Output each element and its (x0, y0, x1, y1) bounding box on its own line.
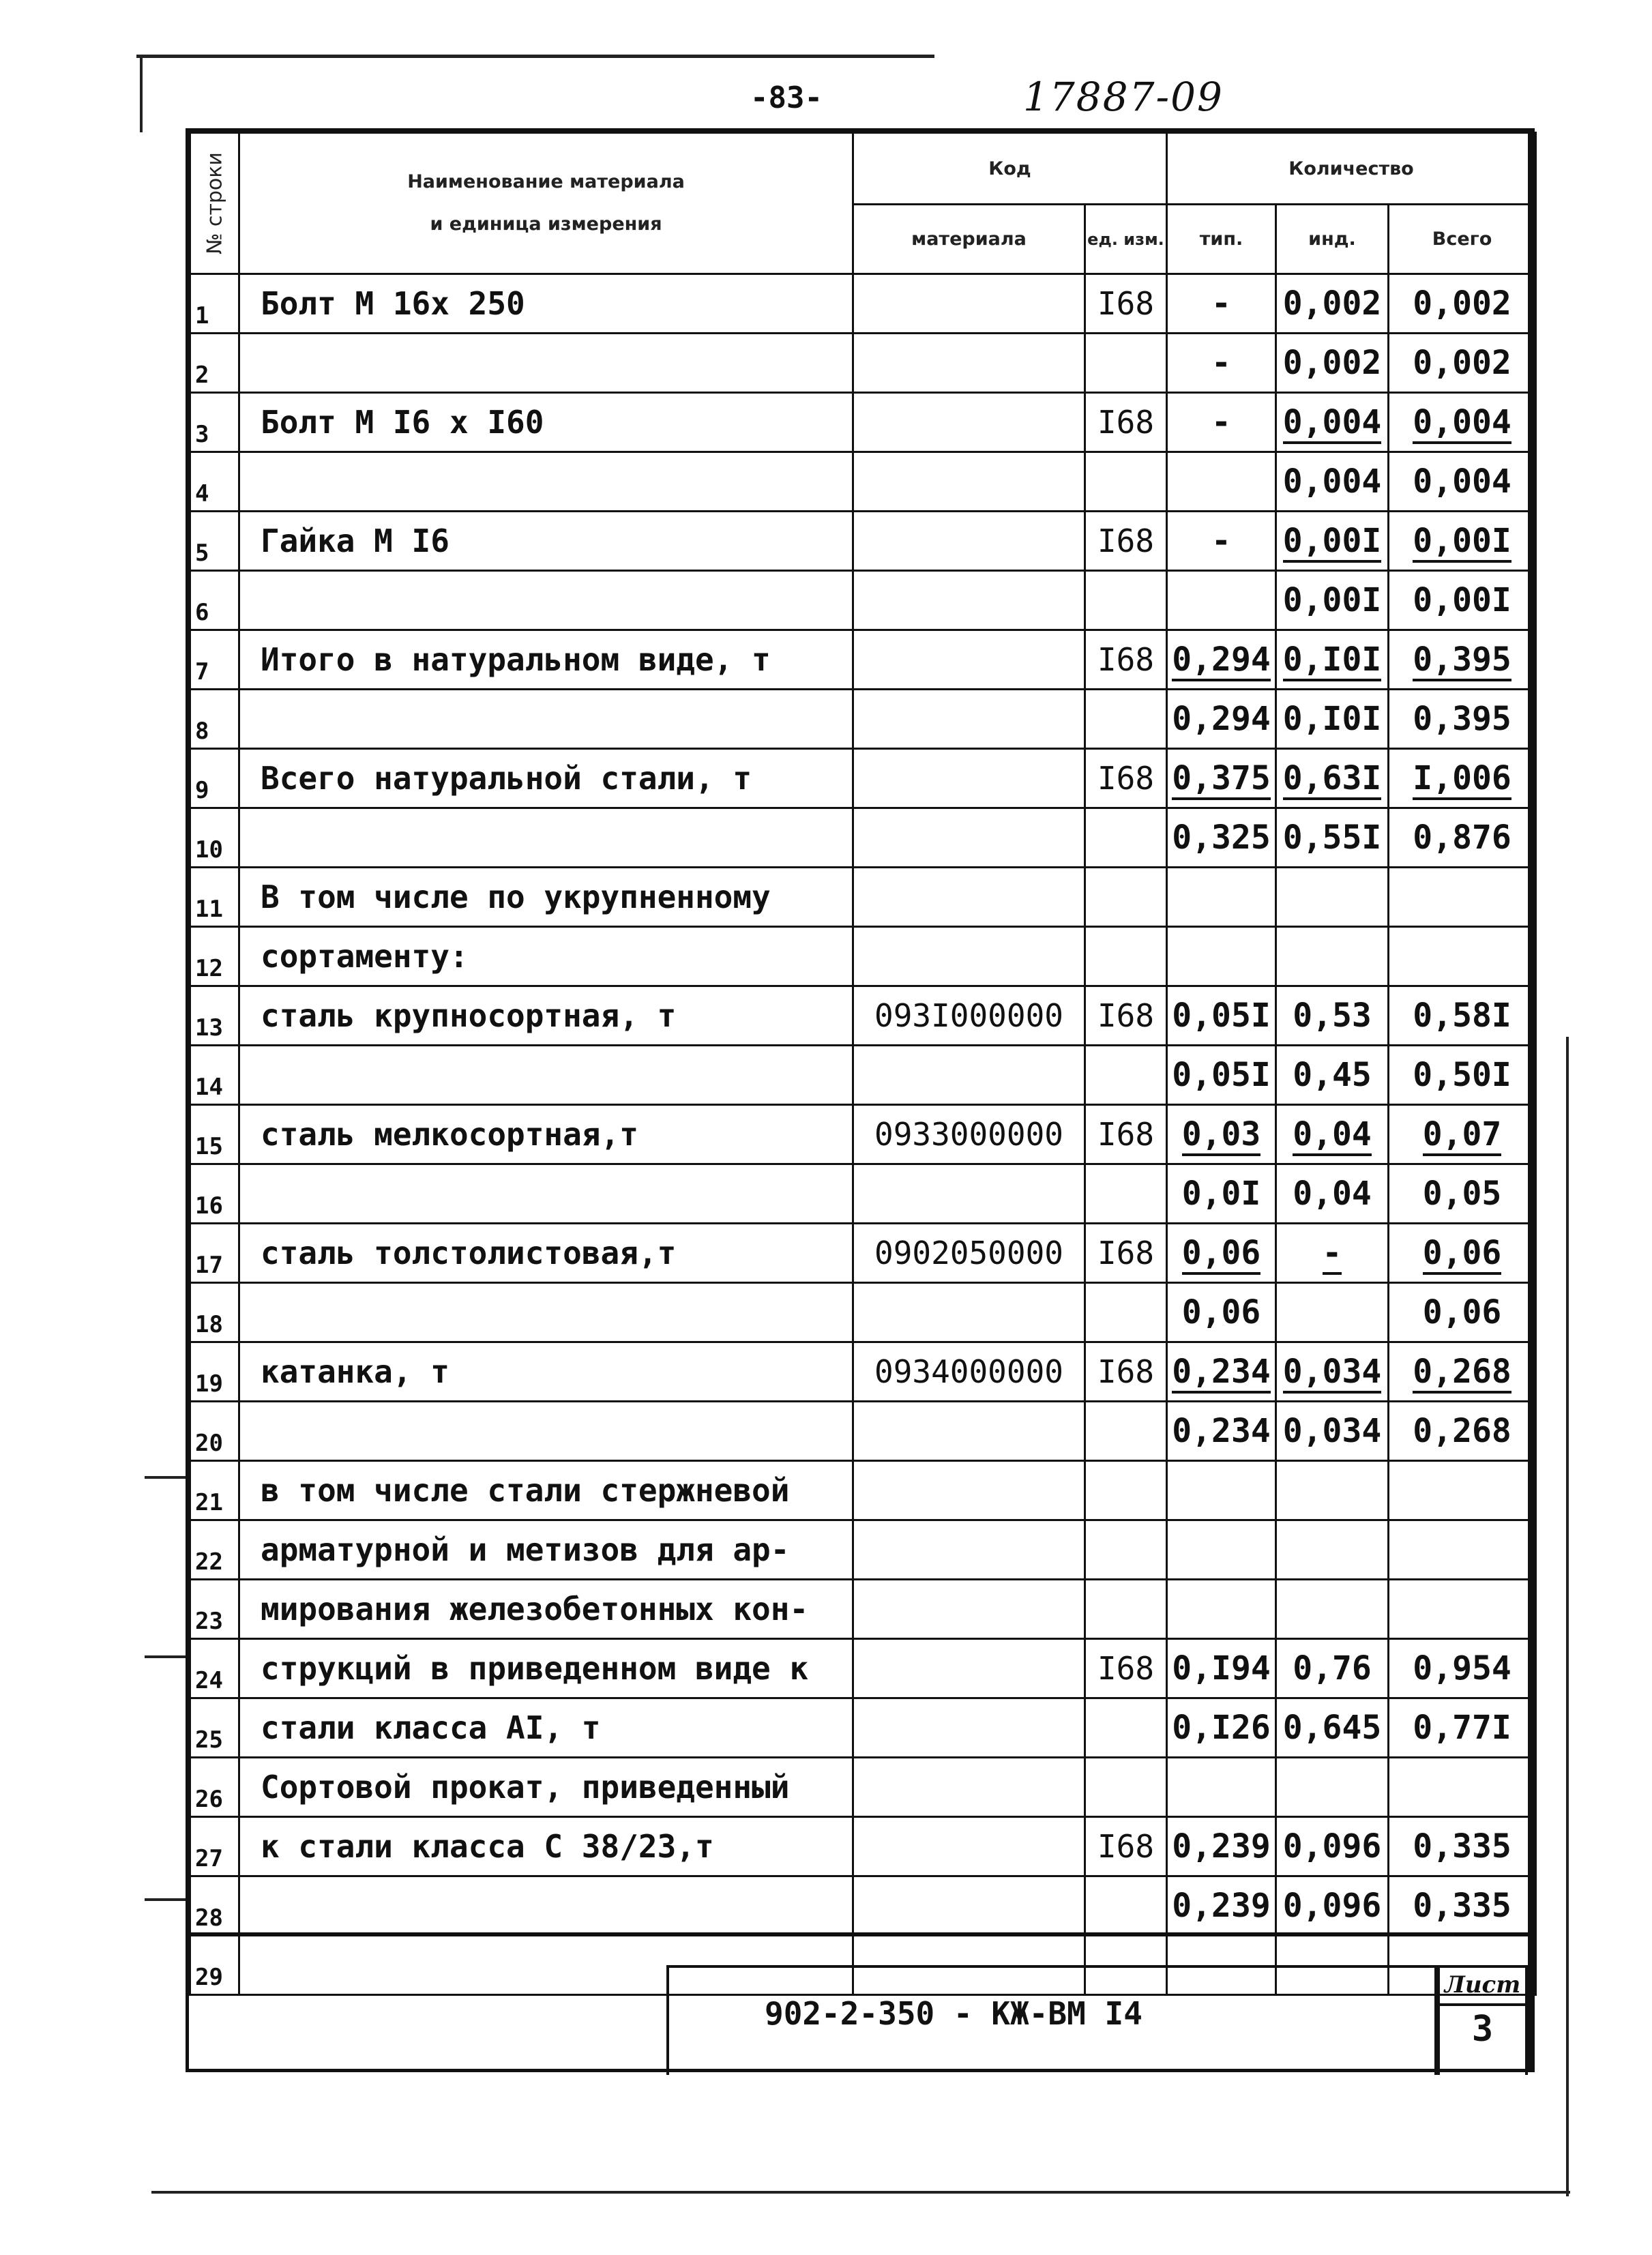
cell-unit (1085, 571, 1167, 630)
cell-code (853, 1046, 1085, 1105)
cell-unit (1085, 1283, 1167, 1342)
designation-box (666, 1965, 1437, 2075)
cell-ind (1276, 1580, 1389, 1639)
sheet-label: Лист (1440, 1968, 1525, 2006)
cell-unit (1085, 334, 1167, 393)
cell-ind: 0,45 (1276, 1046, 1389, 1105)
cell-unit: I68 (1085, 986, 1167, 1046)
cell-tip: 0,I94 (1167, 1639, 1276, 1698)
cell-unit (1085, 690, 1167, 749)
cell-name: струкций в приведенном виде к (239, 1639, 853, 1698)
cell-total (1389, 1758, 1536, 1817)
cell-unit (1085, 1461, 1167, 1520)
cell-tip: 0,375 (1167, 749, 1276, 808)
table-row (190, 334, 1536, 393)
cell-name (239, 808, 853, 868)
cell-total: 0,50I (1389, 1046, 1536, 1105)
table-row (190, 512, 1536, 571)
cell-tip: 0,234 (1167, 1402, 1276, 1461)
cell-total: 0,004 (1389, 452, 1536, 512)
cell-n: 26 (190, 1758, 239, 1817)
header-material-name: Наименование материала и единица измерения (239, 133, 853, 274)
cell-tip (1167, 927, 1276, 986)
cell-unit: I68 (1085, 749, 1167, 808)
cell-unit: I68 (1085, 630, 1167, 690)
table-row (190, 749, 1536, 808)
table-row (190, 630, 1536, 690)
scan-border-left (140, 57, 143, 132)
cell-name: В том числе по укрупненному (239, 868, 853, 927)
cell-total (1389, 868, 1536, 927)
cell-code (853, 749, 1085, 808)
margin-tick-1 (145, 1476, 187, 1479)
cell-ind: 0,034 (1276, 1402, 1389, 1461)
cell-total: 0,00I (1389, 512, 1536, 571)
table-row (190, 1698, 1536, 1758)
cell-ind: 0,096 (1276, 1817, 1389, 1876)
cell-total: 0,004 (1389, 393, 1536, 452)
cell-n: 5 (190, 512, 239, 571)
cell-ind: 0,55I (1276, 808, 1389, 868)
cell-total: 0,58I (1389, 986, 1536, 1046)
cell-code (853, 1817, 1085, 1876)
scan-border-right (1566, 1037, 1569, 2196)
cell-n: 1 (190, 274, 239, 334)
cell-tip: 0,05I (1167, 986, 1276, 1046)
cell-tip (1167, 1758, 1276, 1817)
cell-name: стали класса АI, т (239, 1698, 853, 1758)
cell-unit (1085, 1402, 1167, 1461)
cell-code (853, 630, 1085, 690)
cell-ind (1276, 1758, 1389, 1817)
cell-unit (1085, 1580, 1167, 1639)
table-row (190, 1520, 1536, 1580)
cell-n: 13 (190, 986, 239, 1046)
cell-name: Итого в натуральном виде, т (239, 630, 853, 690)
cell-tip: 0,239 (1167, 1817, 1276, 1876)
cell-name: к стали класса С 38/23,т (239, 1817, 853, 1876)
cell-total: 0,395 (1389, 630, 1536, 690)
cell-code (853, 1461, 1085, 1520)
cell-n: 17 (190, 1224, 239, 1283)
table-row (190, 1580, 1536, 1639)
cell-name: сталь толстолистовая,т (239, 1224, 853, 1283)
cell-tip: - (1167, 393, 1276, 452)
cell-tip (1167, 1520, 1276, 1580)
cell-code (853, 868, 1085, 927)
sheet-number: 3 (1471, 2009, 1494, 2050)
table-row (190, 808, 1536, 868)
cell-code (853, 690, 1085, 749)
header-tip: тип. (1167, 205, 1276, 274)
cell-unit (1085, 1758, 1167, 1817)
cell-total: 0,268 (1389, 1402, 1536, 1461)
cell-name (239, 1046, 853, 1105)
table-row (190, 1164, 1536, 1224)
scan-border-bottom (151, 2191, 1570, 2194)
cell-total: 0,002 (1389, 334, 1536, 393)
cell-n: 3 (190, 393, 239, 452)
cell-tip (1167, 452, 1276, 512)
cell-unit (1085, 1698, 1167, 1758)
table-row (190, 452, 1536, 512)
cell-name: сталь мелкосортная,т (239, 1105, 853, 1164)
cell-unit: I68 (1085, 1639, 1167, 1698)
cell-code (853, 393, 1085, 452)
table-row (190, 1046, 1536, 1105)
cell-code (853, 1580, 1085, 1639)
cell-code (853, 1758, 1085, 1817)
cell-n: 7 (190, 630, 239, 690)
cell-total: 0,876 (1389, 808, 1536, 868)
table-row (190, 1105, 1536, 1164)
document-designation: 902-2-350 - КЖ-ВМ I4 (765, 1995, 1142, 2032)
cell-tip (1167, 571, 1276, 630)
cell-ind: 0,002 (1276, 274, 1389, 334)
header-material-code: материала (853, 205, 1085, 274)
cell-total: 0,954 (1389, 1639, 1536, 1698)
sheet-box (1437, 1965, 1528, 2075)
cell-unit: I68 (1085, 512, 1167, 571)
cell-ind: 0,63I (1276, 749, 1389, 808)
cell-code (853, 927, 1085, 986)
cell-n: 25 (190, 1698, 239, 1758)
cell-name: Всего натуральной стали, т (239, 749, 853, 808)
cell-code (853, 1402, 1085, 1461)
cell-name (239, 334, 853, 393)
cell-n: 28 (190, 1876, 239, 1936)
cell-name (239, 1283, 853, 1342)
cell-ind: 0,002 (1276, 334, 1389, 393)
table-row (190, 1342, 1536, 1402)
cell-n: 21 (190, 1461, 239, 1520)
cell-code (853, 512, 1085, 571)
table-row (190, 690, 1536, 749)
cell-n: 24 (190, 1639, 239, 1698)
cell-code: 093I000000 (853, 986, 1085, 1046)
cell-tip: 0,325 (1167, 808, 1276, 868)
cell-total: I,006 (1389, 749, 1536, 808)
cell-ind (1276, 868, 1389, 927)
cell-tip: 0,239 (1167, 1876, 1276, 1936)
cell-code: 0933000000 (853, 1105, 1085, 1164)
page-number: -83- (750, 80, 823, 115)
table-row (190, 1817, 1536, 1876)
cell-ind: 0,04 (1276, 1164, 1389, 1224)
cell-tip: 0,I26 (1167, 1698, 1276, 1758)
cell-unit: I68 (1085, 1817, 1167, 1876)
cell-ind (1276, 927, 1389, 986)
cell-unit (1085, 1520, 1167, 1580)
cell-total: 0,00I (1389, 571, 1536, 630)
cell-n: 23 (190, 1580, 239, 1639)
cell-n: 11 (190, 868, 239, 927)
cell-n: 4 (190, 452, 239, 512)
cell-code (853, 452, 1085, 512)
cell-ind: - (1276, 1224, 1389, 1283)
cell-n: 18 (190, 1283, 239, 1342)
cell-total: 0,77I (1389, 1698, 1536, 1758)
table-body (190, 274, 1536, 1995)
cell-tip: 0,06 (1167, 1283, 1276, 1342)
cell-name: Сортовой прокат, приведенный (239, 1758, 853, 1817)
cell-tip: 0,0I (1167, 1164, 1276, 1224)
cell-unit (1085, 868, 1167, 927)
cell-tip (1167, 868, 1276, 927)
cell-unit: I68 (1085, 1224, 1167, 1283)
cell-n: 20 (190, 1402, 239, 1461)
cell-total (1389, 927, 1536, 986)
cell-n: 9 (190, 749, 239, 808)
cell-unit (1085, 1876, 1167, 1936)
table-row (190, 1876, 1536, 1936)
cell-tip: - (1167, 334, 1276, 393)
header-total: Всего (1389, 205, 1536, 274)
cell-n: 15 (190, 1105, 239, 1164)
cell-name: Гайка М I6 (239, 512, 853, 571)
table-header (190, 133, 1536, 274)
cell-n: 8 (190, 690, 239, 749)
cell-code (853, 808, 1085, 868)
cell-ind: 0,004 (1276, 452, 1389, 512)
cell-unit (1085, 808, 1167, 868)
cell-ind: 0,00I (1276, 512, 1389, 571)
cell-total: 0,07 (1389, 1105, 1536, 1164)
table-row (190, 1461, 1536, 1520)
header-ind: инд. (1276, 205, 1389, 274)
cell-ind (1276, 1520, 1389, 1580)
cell-n: 22 (190, 1520, 239, 1580)
cell-ind (1276, 1461, 1389, 1520)
cell-tip: 0,03 (1167, 1105, 1276, 1164)
cell-tip (1167, 1580, 1276, 1639)
cell-n: 2 (190, 334, 239, 393)
title-block (189, 1932, 1528, 2075)
cell-tip: - (1167, 274, 1276, 334)
cell-total: 0,002 (1389, 274, 1536, 334)
cell-code (853, 1698, 1085, 1758)
cell-tip: 0,294 (1167, 690, 1276, 749)
cell-code (853, 571, 1085, 630)
cell-name (239, 690, 853, 749)
cell-ind: 0,I0I (1276, 690, 1389, 749)
cell-name (239, 1164, 853, 1224)
cell-name (239, 571, 853, 630)
table-row (190, 986, 1536, 1046)
table-row (190, 1639, 1536, 1698)
cell-ind: 0,034 (1276, 1342, 1389, 1402)
bill-of-materials-sheet (186, 128, 1535, 2072)
table-row (190, 1283, 1536, 1342)
cell-ind: 0,76 (1276, 1639, 1389, 1698)
cell-tip: 0,05I (1167, 1046, 1276, 1105)
cell-unit: I68 (1085, 393, 1167, 452)
cell-name (239, 1402, 853, 1461)
cell-unit (1085, 1164, 1167, 1224)
cell-total: 0,335 (1389, 1817, 1536, 1876)
cell-total: 0,395 (1389, 690, 1536, 749)
archive-number: 17887-09 (1023, 74, 1224, 120)
cell-n: 12 (190, 927, 239, 986)
cell-ind: 0,00I (1276, 571, 1389, 630)
cell-name (239, 452, 853, 512)
cell-ind: 0,096 (1276, 1876, 1389, 1936)
table-row (190, 1402, 1536, 1461)
margin-tick-2 (145, 1655, 187, 1658)
cell-name: сортаменту: (239, 927, 853, 986)
header-row-number: № строки (190, 133, 239, 274)
cell-name: арматурной и метизов для ар- (239, 1520, 853, 1580)
cell-total (1389, 1461, 1536, 1520)
cell-total: 0,05 (1389, 1164, 1536, 1224)
cell-unit: I68 (1085, 274, 1167, 334)
cell-total (1389, 1520, 1536, 1580)
cell-tip (1167, 1461, 1276, 1520)
cell-unit (1085, 1046, 1167, 1105)
cell-total: 0,335 (1389, 1876, 1536, 1936)
cell-n: 14 (190, 1046, 239, 1105)
cell-ind: 0,I0I (1276, 630, 1389, 690)
cell-total: 0,06 (1389, 1224, 1536, 1283)
cell-unit (1085, 452, 1167, 512)
header-unit: ед. изм. (1085, 205, 1167, 274)
table-row (190, 1758, 1536, 1817)
cell-tip: 0,234 (1167, 1342, 1276, 1402)
cell-total (1389, 1580, 1536, 1639)
cell-n: 6 (190, 571, 239, 630)
cell-code (853, 274, 1085, 334)
cell-name: сталь крупносортная, т (239, 986, 853, 1046)
cell-ind: 0,53 (1276, 986, 1389, 1046)
cell-ind: 0,004 (1276, 393, 1389, 452)
cell-total: 0,06 (1389, 1283, 1536, 1342)
cell-code: 0934000000 (853, 1342, 1085, 1402)
cell-name: в том числе стали стержневой (239, 1461, 853, 1520)
table-row (190, 927, 1536, 986)
cell-code (853, 1283, 1085, 1342)
table-row (190, 274, 1536, 334)
cell-tip: 0,06 (1167, 1224, 1276, 1283)
margin-tick-3 (145, 1898, 187, 1901)
cell-total: 0,268 (1389, 1342, 1536, 1402)
table-row (190, 1224, 1536, 1283)
cell-unit: I68 (1085, 1342, 1167, 1402)
cell-code (853, 1164, 1085, 1224)
table-row (190, 393, 1536, 452)
cell-name: мирования железобетонных кон- (239, 1580, 853, 1639)
cell-n: 27 (190, 1817, 239, 1876)
cell-ind: 0,04 (1276, 1105, 1389, 1164)
cell-code (853, 1520, 1085, 1580)
materials-table (189, 132, 1537, 1996)
table-row (190, 571, 1536, 630)
cell-unit (1085, 927, 1167, 986)
cell-n: 10 (190, 808, 239, 868)
table-row (190, 868, 1536, 927)
cell-n: 29 (190, 1936, 239, 1995)
cell-code (853, 1876, 1085, 1936)
header-quantity: Количество (1167, 133, 1536, 205)
cell-tip: 0,294 (1167, 630, 1276, 690)
cell-name: Болт М I6 х I60 (239, 393, 853, 452)
cell-code (853, 334, 1085, 393)
cell-code (853, 1639, 1085, 1698)
cell-tip: - (1167, 512, 1276, 571)
cell-unit: I68 (1085, 1105, 1167, 1164)
cell-ind: 0,645 (1276, 1698, 1389, 1758)
cell-name (239, 1876, 853, 1936)
scan-border-top (136, 55, 934, 58)
cell-ind (1276, 1283, 1389, 1342)
header-code: Код (853, 133, 1167, 205)
cell-n: 19 (190, 1342, 239, 1402)
cell-name: Болт М 16х 250 (239, 274, 853, 334)
cell-code: 0902050000 (853, 1224, 1085, 1283)
cell-name: катанка, т (239, 1342, 853, 1402)
cell-n: 16 (190, 1164, 239, 1224)
